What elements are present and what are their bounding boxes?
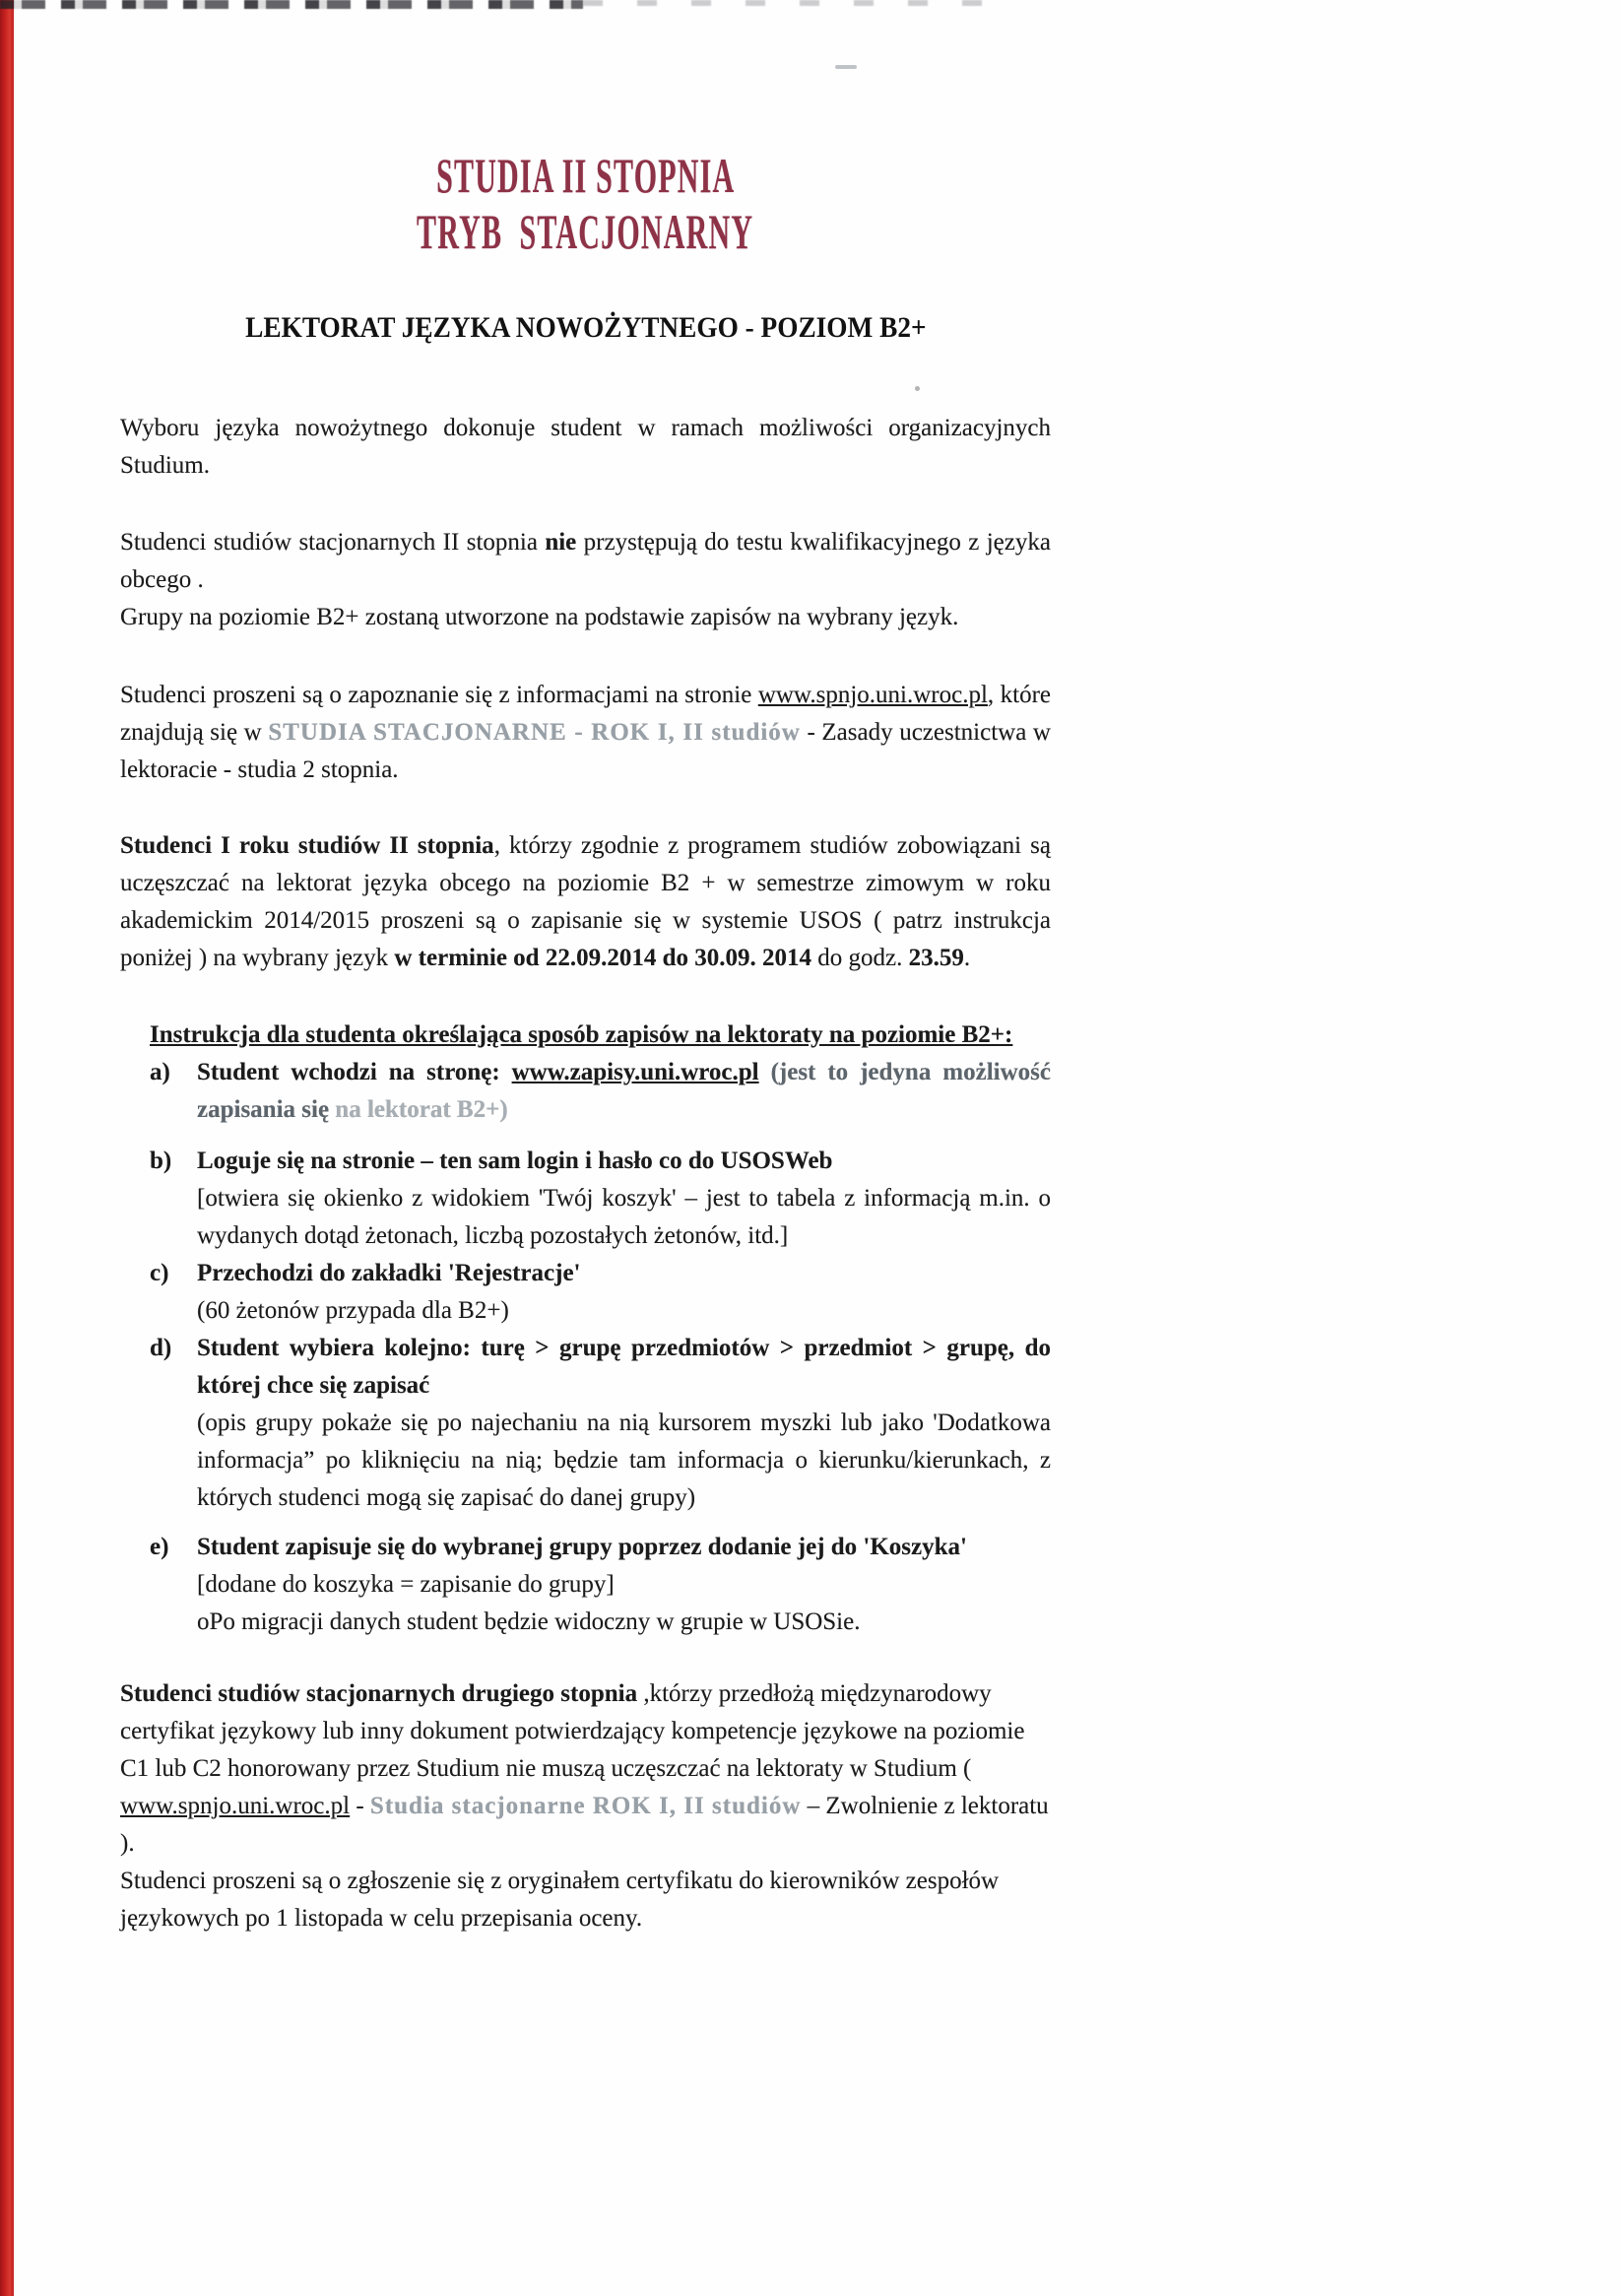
list-item-b [150,1143,1051,1255]
faded-text-studia-stacjonarne-2: Studia stacjonarne ROK I, II studiów [369,1793,802,1819]
text-segment: ,którzy przedłożą międzynarodowy certyfikat językowy lub inny dokument potwierdzający kompetencje językowe na poziomie C1 lub C2 honorowany przez Studium nie muszą uczęszczać na lektoraty w Studium ( [120,1680,1025,1782]
bold-add-to-basket: Student zapisuje się do wybranej grupy poprzez dodanie jej do 'Koszyka' [197,1534,967,1560]
section-heading-text: LEKTORAT JĘZYKA NOWOŻYTNEGO - POZIOM B2+ [244,311,927,344]
text-segment: - Zasady uczestnictwa w lektoracie - studia 2 stopnia. [120,719,1051,783]
bold-go-to-site: Student wchodzi na stronę: [197,1059,512,1085]
url-zapisy: www.zapisy.uni.wroc.pl [511,1059,759,1085]
faded-text-only-option: (jest to jedyna możliwość zapisania się [197,1059,1051,1123]
list-item-d [150,1330,1051,1517]
paragraph-certificate-original: Studenci proszeni są o zgłoszenie się z oryginałem certyfikatu do kierowników zespołów językowych po 1 listopada w celu przepisania oceny. [120,1868,1000,1932]
text-segment: , którzy zgodnie z programem studiów zobowiązani są uczęszczać na lektorat języka obcego na poziomie B2 + w semestrze zimowym w roku akademickim 2014/2015 proszeni są o zapisanie się w systemie USOS ( patrz instrukcja poniżej ) na wybrany język [120,832,1052,971]
paragraph-certificate-exemption [120,1675,1051,1863]
section-heading [120,311,1051,345]
list-item-c [150,1255,1051,1330]
list-marker-e: e) [150,1534,169,1560]
paragraph-no-test [120,524,1051,636]
list-item-e [150,1529,1051,1641]
faded-text-b2-lektorat: na lektorat B2+) [335,1096,508,1123]
list-marker-b: b) [150,1148,172,1174]
bold-deadline-dates: w terminie od 22.09.2014 do 30.09. 2014 [394,945,811,971]
bold-selection-sequence: Student wybiera kolejno: turę > grupę przedmiotów > przedmiot > grupę, do której chce się zapisać [197,1335,1051,1399]
document-title-line2: TRYB STACJONARNY [417,204,754,259]
paragraph-website-info [120,677,1051,789]
text-groups-b2: Grupy na poziomie B2+ zostaną utworzone na podstawie zapisów na wybrany język. [120,604,959,630]
list-marker-d: d) [150,1335,172,1361]
list-item-a [150,1054,1051,1129]
bold-first-year-students: Studenci I roku studiów II stopnia [120,832,494,859]
text-segment: – Zwolnienie z lektoratu ). [120,1793,1049,1857]
paragraph-language-choice: Wyboru języka nowożytnego dokonuje student w ramach możliwości organizacyjnych Studium. [120,415,1051,479]
instructions-list [150,1054,1051,1641]
note-usos-migration: oPo migracji danych student będzie widoczny w grupie w USOSie. [197,1608,861,1635]
document-title [120,148,1051,260]
text-segment: . [963,945,971,971]
left-scan-artifact-bar [0,0,14,2296]
text-segment: Studenci studiów stacjonarnych II stopnia [120,529,546,556]
bold-deadline-time: 23.59 [908,945,964,971]
url-spnjo: www.spnjo.uni.wroc.pl [757,682,988,708]
text-segment: Studenci proszeni są o zapoznanie się z informacjami na stronie [120,682,758,708]
note-tokens: (60 żetonów przypada dla B2+) [197,1297,509,1324]
paragraph-enrollment-deadline [120,827,1051,977]
url-spnjo-2: www.spnjo.uni.wroc.pl [120,1793,351,1819]
list-marker-c: c) [150,1260,169,1286]
bold-emphasis-nie: nie [545,529,577,556]
text-segment: do godz. [810,945,909,971]
list-item-a-text [197,1054,1051,1129]
bold-login-info: Loguje się na stronie – ten sam login i hasło co do USOSWeb [197,1148,833,1174]
bold-second-degree-students: Studenci studiów stacjonarnych drugiego stopnia [120,1680,638,1707]
text-segment: - [350,1793,370,1819]
document-title-line1: STUDIA II STOPNIA [435,148,736,203]
instructions-heading: Instrukcja dla studenta określająca sposób zapisów na lektoraty na poziomie B2+: [150,1021,1013,1048]
list-marker-a: a) [150,1059,170,1085]
note-basket-equals-enrollment: [dodane do koszyka = zapisanie do grupy] [197,1571,615,1598]
note-twoj-koszyk: [otwiera się okienko z widokiem 'Twój koszyk' – jest to tabela z informacją m.in. o wydanych dotąd żetonach, liczbą pozostałych żetonów, itd.] [197,1185,1051,1249]
text-segment: , które znajdują się w [120,682,1051,746]
faded-text-studia-stacjonarne: STUDIA STACJONARNE - ROK I, II studiów [268,719,801,746]
note-group-description: (opis grupy pokaże się po najechaniu na nią kursorem myszki lub jako 'Dodatkowa informacja” po kliknięciu na nią; będzie tam informacja o kierunku/kierunkach, z których studenci mogą się zapisać do danej grupy) [197,1410,1051,1511]
bold-rejestracje-tab: Przechodzi do zakładki 'Rejestracje' [197,1260,581,1286]
document-content [120,0,1051,1937]
text-segment: przystępują do testu kwalifikacyjnego z języka obcego . [120,529,1051,593]
